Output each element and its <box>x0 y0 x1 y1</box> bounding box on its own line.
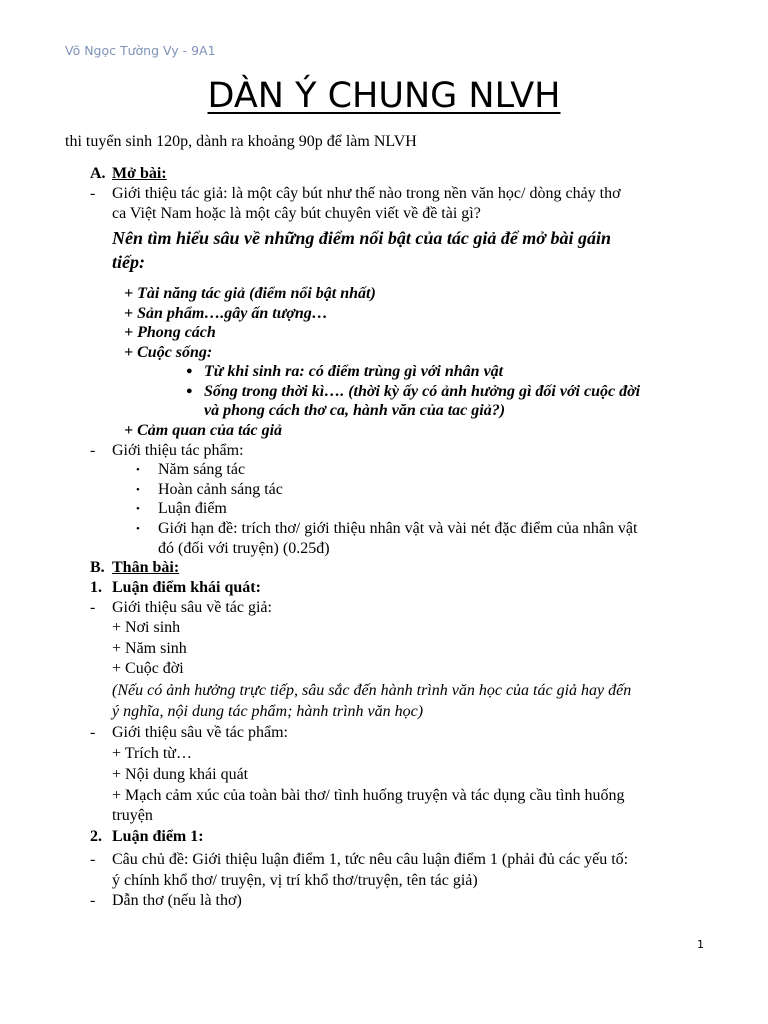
point-perception: + Cảm quan của tác giả <box>124 422 283 439</box>
author-point-birthplace: + Nơi sinh <box>112 619 181 636</box>
section-a-marker: A. <box>90 165 106 182</box>
work-bullet-scope-line2: đó (đối với truyện) (0.25đ) <box>158 540 330 557</box>
author-point-birthyear: + Năm sinh <box>112 640 187 657</box>
point-style: + Phong cách <box>124 324 216 341</box>
quote-instruction: Dẫn thơ (nếu là thơ) <box>112 892 242 909</box>
author-intro-line2: ca Việt Nam hoặc là một cây bút chuyên viết về đề tài gì? <box>112 205 481 222</box>
section-a-heading: Mở bài: <box>112 165 167 182</box>
dash-marker: - <box>90 442 96 459</box>
author-header: Võ Ngọc Tường Vy - 9A1 <box>65 43 216 58</box>
point-product: + Sản phẩm….gây ấn tượng… <box>124 305 328 322</box>
bullet-icon: • <box>136 503 140 515</box>
life-bullet-1: Từ khi sinh ra: có điểm trùng gì với nhân vật <box>204 363 504 380</box>
topic-sentence-line1: Câu chủ đề: Giới thiệu luận điểm 1, tức nêu câu luận điểm 1 (phải đủ các yếu tố: <box>112 851 629 868</box>
point-talent: + Tài năng tác giả (điểm nổi bật nhất) <box>124 285 376 302</box>
work-intro-label: Giới thiệu tác phẩm: <box>112 442 244 459</box>
dash-marker: - <box>90 599 96 616</box>
page-number: 1 <box>697 938 704 951</box>
dash-marker: - <box>90 185 96 202</box>
life-bullet-2-line2: và phong cách thơ ca, hành văn của tac giả?) <box>204 402 506 419</box>
dash-marker: - <box>90 892 96 909</box>
author-deep-label: Giới thiệu sâu về tác giả: <box>112 599 272 616</box>
bullet-icon: ● <box>186 365 193 377</box>
emphasis-line2: tiếp: <box>112 252 145 272</box>
section-b-marker: B. <box>90 559 105 576</box>
bullet-icon: ● <box>186 385 193 397</box>
work-bullet-thesis: Luận điểm <box>158 500 227 517</box>
work-deep-label: Giới thiệu sâu về tác phẩm: <box>112 724 288 741</box>
work-point-excerpt: + Trích từ… <box>112 745 192 762</box>
dash-marker: - <box>90 851 96 868</box>
author-intro-line1: Giới thiệu tác giả: là một cây bút như thế nào trong nền văn học/ dòng chảy thơ <box>112 185 621 202</box>
work-point-flow-line1: + Mạch cảm xúc của toàn bài thơ/ tình huống truyện và tác dụng cầu tình huống <box>112 787 625 804</box>
bullet-icon: • <box>136 484 140 496</box>
item2-title: Luận điểm 1: <box>112 828 204 845</box>
item1-number: 1. <box>90 579 102 596</box>
topic-sentence-line2: ý chính khổ thơ/ truyện, vị trí khổ thơ/truyện, tên tác giả) <box>112 872 478 889</box>
work-point-flow-line2: truyện <box>112 807 153 824</box>
document-title: DÀN Ý CHUNG NLVH <box>207 76 561 116</box>
emphasis-line1: Nên tìm hiểu sâu về những điểm nổi bật của tác giả để mở bài gáin <box>112 228 611 248</box>
bullet-icon: • <box>136 464 140 476</box>
author-note-line2: ý nghĩa, nội dung tác phẩm; hành trình văn học) <box>112 703 424 720</box>
work-bullet-scope-line1: Giới hạn đề: trích thơ/ giới thiệu nhân vật và vài nét đặc điểm của nhân vật <box>158 520 638 537</box>
life-bullet-2-line1: Sống trong thời kì…. (thời kỳ ấy có ảnh hưởng gì đối với cuộc đời <box>204 383 641 400</box>
author-point-life: + Cuộc đời <box>112 660 184 677</box>
work-point-summary: + Nội dung khái quát <box>112 766 249 783</box>
author-note-line1: (Nếu có ảnh hưởng trực tiếp, sâu sắc đến hành trình văn học của tác giả hay đến <box>112 682 632 699</box>
item2-number: 2. <box>90 828 102 845</box>
section-b-heading: Thân bài: <box>112 559 180 576</box>
item1-title: Luận điểm khái quát: <box>112 579 261 596</box>
bullet-icon: • <box>136 523 140 535</box>
work-bullet-year: Năm sáng tác <box>158 461 246 478</box>
work-bullet-context: Hoàn cảnh sáng tác <box>158 481 283 498</box>
intro-note: thi tuyển sinh 120p, dành ra khoảng 90p để làm NLVH <box>65 133 417 150</box>
point-life: + Cuộc sống: <box>124 344 213 361</box>
dash-marker: - <box>90 724 96 741</box>
